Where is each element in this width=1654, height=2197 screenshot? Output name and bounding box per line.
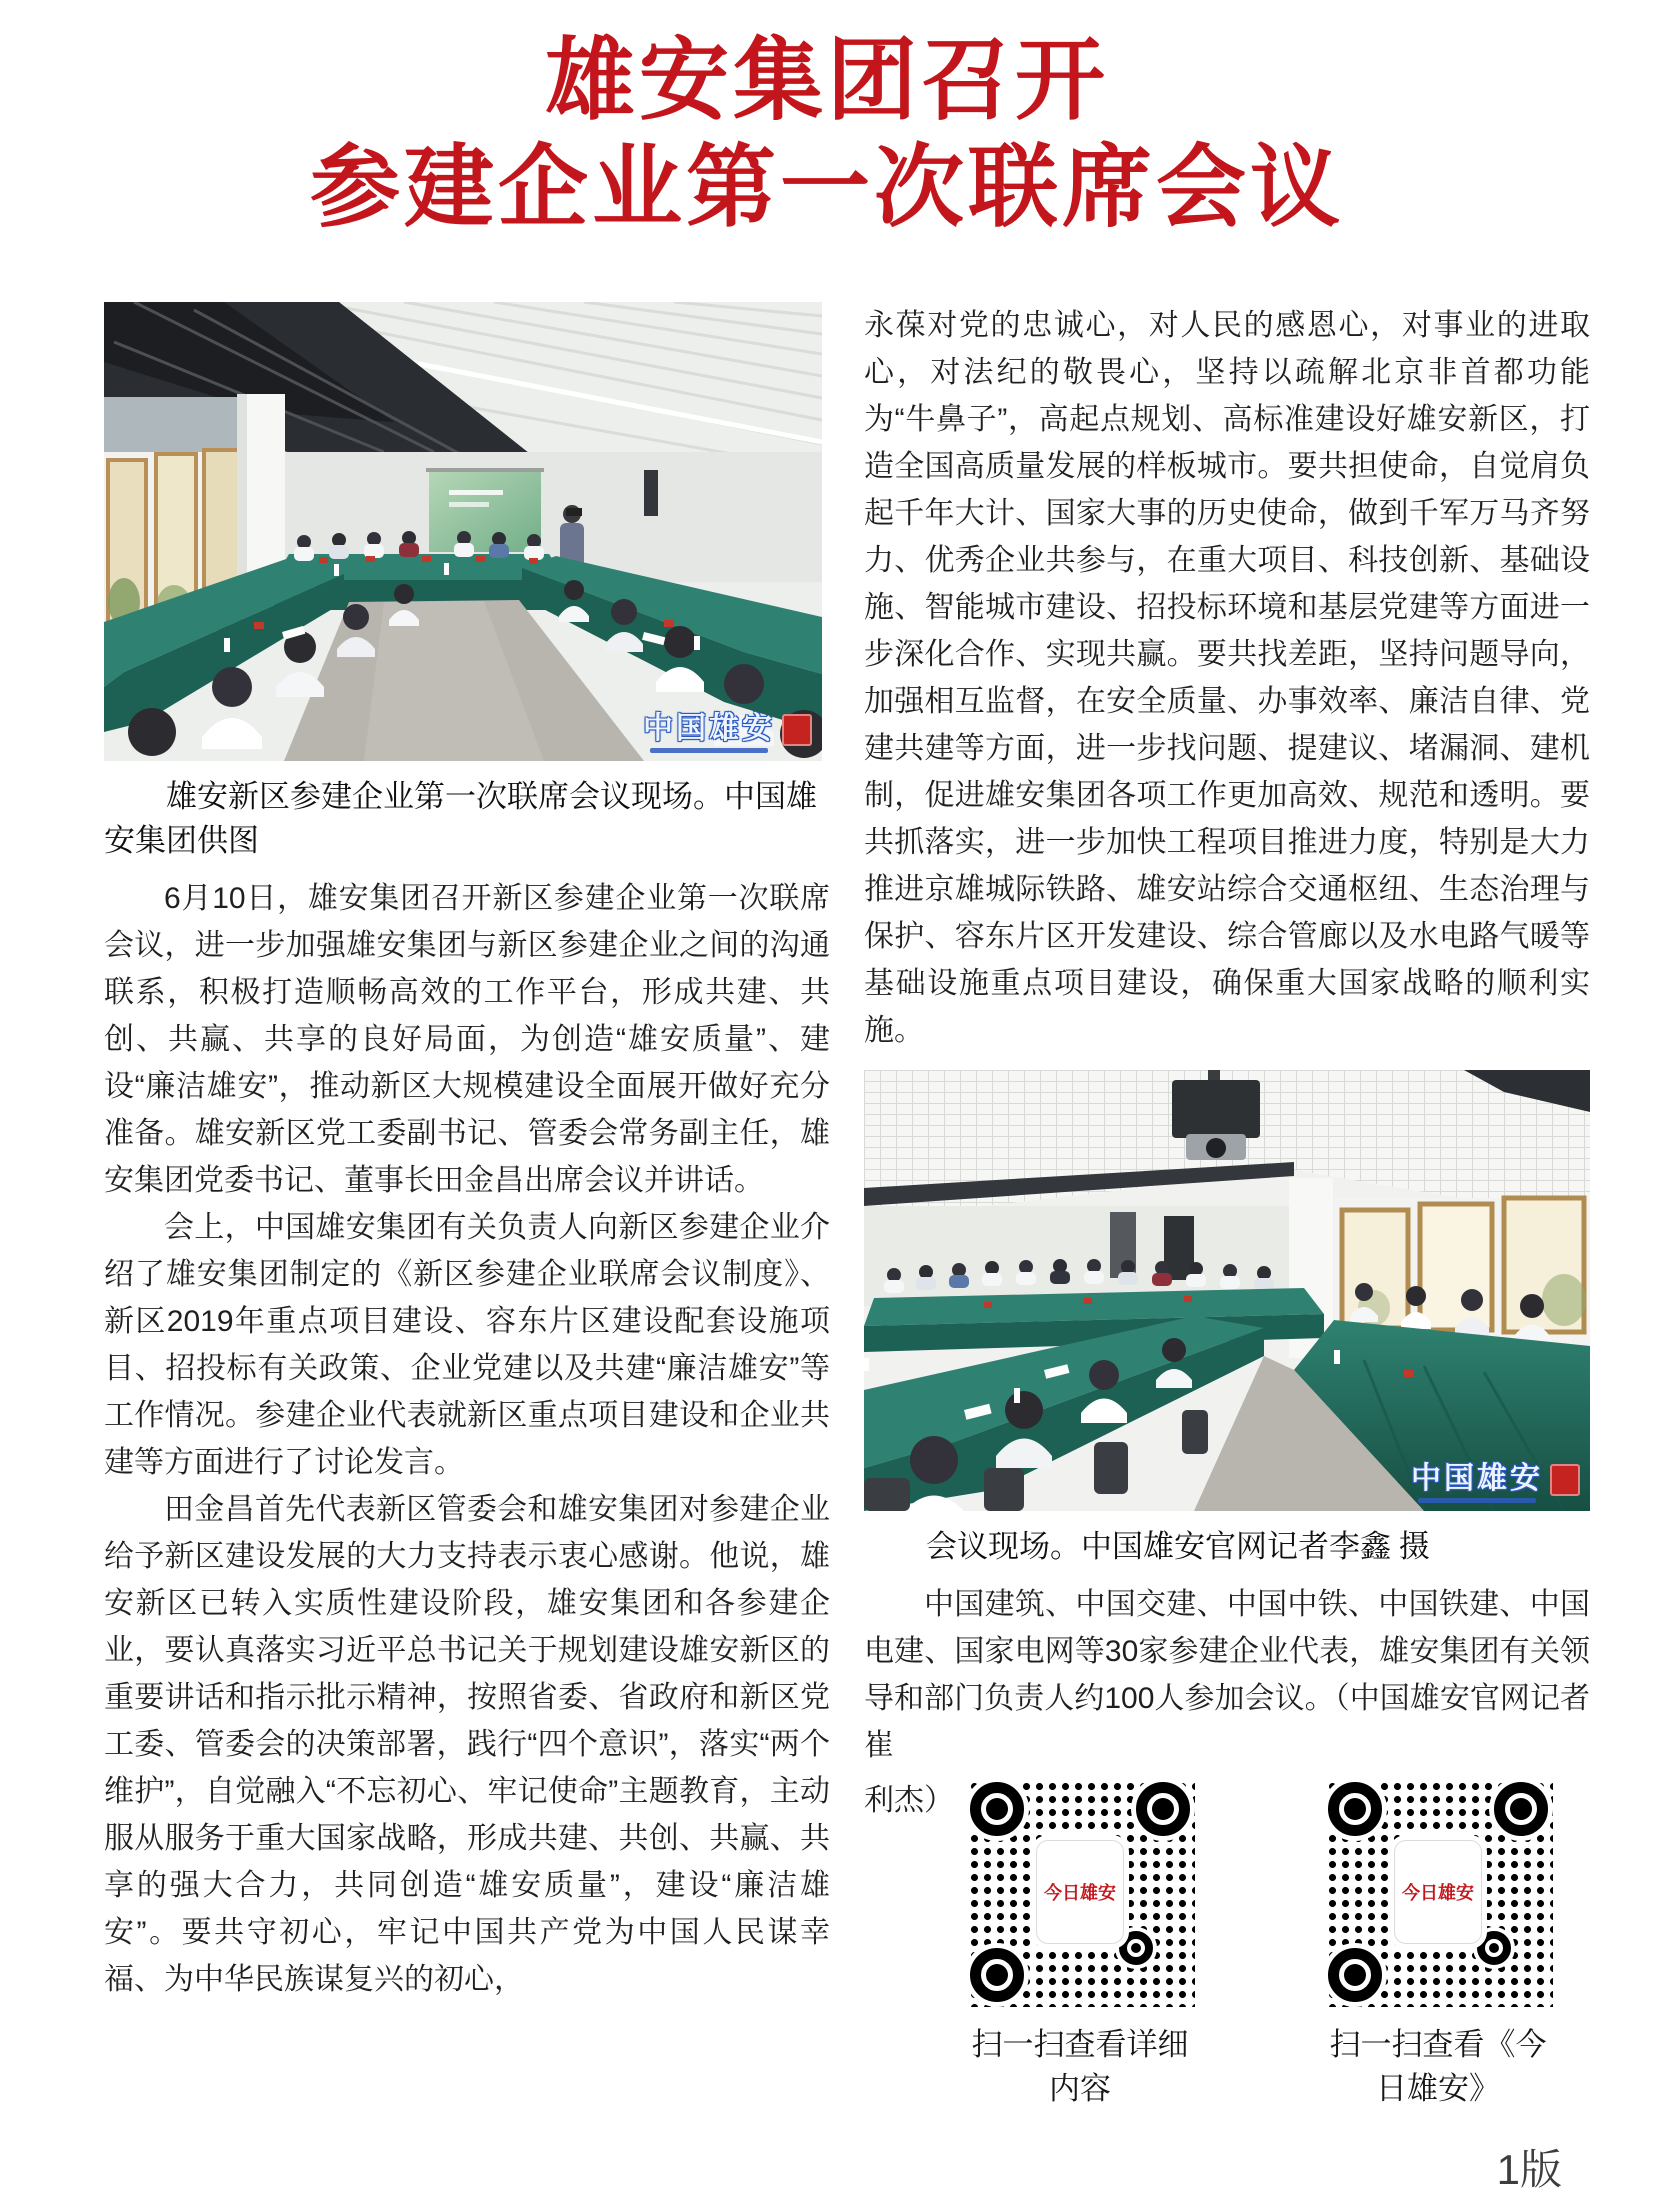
qr-alignment-icon <box>1119 1931 1153 1965</box>
watermark-logo-text: 中国雄安 <box>643 712 775 745</box>
qr-finder-icon <box>1494 1782 1548 1836</box>
qr-finder-icon <box>1328 1948 1382 2002</box>
title-line-2: 参建企业第一次联席会议 <box>310 139 1344 238</box>
photo2-caption: 会议现场。中国雄安官网记者李鑫 摄 <box>926 1529 1430 1564</box>
qr-finder-icon <box>970 1782 1024 1836</box>
photo1-cameraman <box>560 505 584 567</box>
qr-caption: 扫一扫查看详细内容 <box>971 2027 1189 2106</box>
qr-finder-icon <box>1328 1782 1382 1836</box>
body-paragraph: 6月10日，雄安集团召开新区参建企业第一次联席会议，进一步加强雄安集团与新区参建企业之间的沟通联系，积极打造顺畅高效的工作平台，形成共建、共创、共赢、共享的良好局面，为创造“雄安质量”、建设“廉洁雄安”，推动新区大规模建设全面展开做好充分准备。雄安新区党工委副书记、管委会常务副主任，雄安集团党委书记、董事长田金昌出席会议并讲话。 <box>104 882 830 1197</box>
photo1-projection-screen <box>426 468 544 552</box>
right-body-text <box>864 1581 1590 1769</box>
qr-center-label: 今日雄安 <box>1044 1883 1116 1903</box>
body-paragraph: 田金昌首先代表新区管委会和雄安集团对参建企业给予新区建设发展的大力支持表示衷心感谢。他说，雄安新区已转入实质性建设阶段，雄安集团和各参建企业，要认真落实习近平总书记关于规划建设雄安新区的重要讲话和指示批示精神，按照省委、省政府和新区党工委、管委会的决策部署，践行“四个意识”，落实“两个维护”，自觉融入“不忘初心、牢记使命”主题教育，主动服从服务于重大国家战略，形成共建、共创、共赢、共享的强大合力，共同创造“雄安质量”，建设“廉洁雄安”。要共守初心，牢记中国共产党为中国人民谋幸福、为中华民族谋复兴的初心， <box>104 1493 830 1996</box>
qr-code-article-detail <box>964 1777 1196 2111</box>
title-line-1: 雄安集团召开 <box>545 32 1109 131</box>
body-paragraph-continuation: 永葆对党的忠诚心，对人民的感恩心，对事业的进取心，对法纪的敬畏心，坚持以疏解北京非首都功能为“牛鼻子”，高起点规划、高标准建设好雄安新区，打造全国高质量发展的样板城市。要共担使命，自觉肩负起千年大计、国家大事的历史使命，做到千军万马齐努力、优秀企业共参与，在重大项目、科技创新、基础设施、智能城市建设、招投标环境和基层党建等方面进一步深化合作、实现共赢。要共找差距，坚持问题导向，加强相互监督，在安全质量、办事效率、廉洁自律、党建共建等方面，进一步找问题、提建议、堵漏洞、建机制，促进雄安集团各项工作更加高效、规范和透明。要共抓落实，进一步加快工程项目推进力度，特别是大力推进京雄城际铁路、雄安站综合交通枢纽、生态治理与保护、容东片区开发建设、综合管廊以及水电路气暖等基础设施重点项目建设，确保重大国家战略的顺利实施。 <box>864 309 1590 1047</box>
right-column <box>864 302 1590 2197</box>
qr-finder-icon <box>970 1948 1024 2002</box>
article-title <box>0 0 1654 242</box>
body-paragraph: 会上，中国雄安集团有关负责人向新区参建企业介绍了雄安集团制定的《新区参建企业联席会议制度》、新区2019年重点项目建设、容东片区建设配套设施项目、招投标有关政策、企业党建以及共建“廉洁雄安”等工作情况。参建企业代表就新区重点项目建设和企业共建等方面进行了讨论发言。 <box>104 1211 830 1479</box>
watermark-seal <box>782 714 812 746</box>
watermark-url-bar <box>650 748 768 753</box>
watermark-url-bar <box>1418 1498 1536 1503</box>
body-paragraph-closing: 中国建筑、中国交建、中国中铁、中国铁建、中国电建、国家电网等30家参建企业代表，雄安集团有关领导和部门负责人约100人参加会议。（中国雄安官网记者 崔 <box>864 1588 1590 1762</box>
qr-alignment-icon <box>1477 1931 1511 1965</box>
photo-meeting-room-2 <box>864 1070 1590 1511</box>
article-columns <box>104 302 1590 2197</box>
qr-code-image <box>965 1777 1195 2007</box>
photo1-caption: 雄安新区参建企业第一次联席会议现场。中国雄安集团供图 <box>104 779 817 858</box>
qr-caption: 扫一扫查看《今日雄安》 <box>1329 2027 1547 2106</box>
left-body-text <box>104 875 830 2003</box>
left-column <box>104 302 830 2197</box>
qr-center-logo <box>1394 1840 1482 1944</box>
meeting-photo-1-illustration <box>104 302 822 761</box>
watermark-logo-text: 中国雄安 <box>1411 1462 1543 1495</box>
page-number: 1版 <box>1496 2146 1562 2193</box>
photo-watermark <box>643 714 812 753</box>
qr-code-jinri-xiongan <box>1322 1777 1554 2111</box>
photo-meeting-room-1 <box>104 302 822 761</box>
qr-code-image <box>1323 1777 1553 2007</box>
photo-watermark <box>1411 1464 1580 1503</box>
qr-center-logo <box>1036 1840 1124 1944</box>
closing-paragraph-tail: 利杰） <box>864 1784 954 1817</box>
qr-finder-icon <box>1136 1782 1190 1836</box>
qr-section <box>864 1777 1590 2111</box>
meeting-photo-2-illustration <box>864 1070 1590 1511</box>
qr-center-label: 今日雄安 <box>1402 1883 1474 1903</box>
watermark-seal <box>1550 1464 1580 1496</box>
